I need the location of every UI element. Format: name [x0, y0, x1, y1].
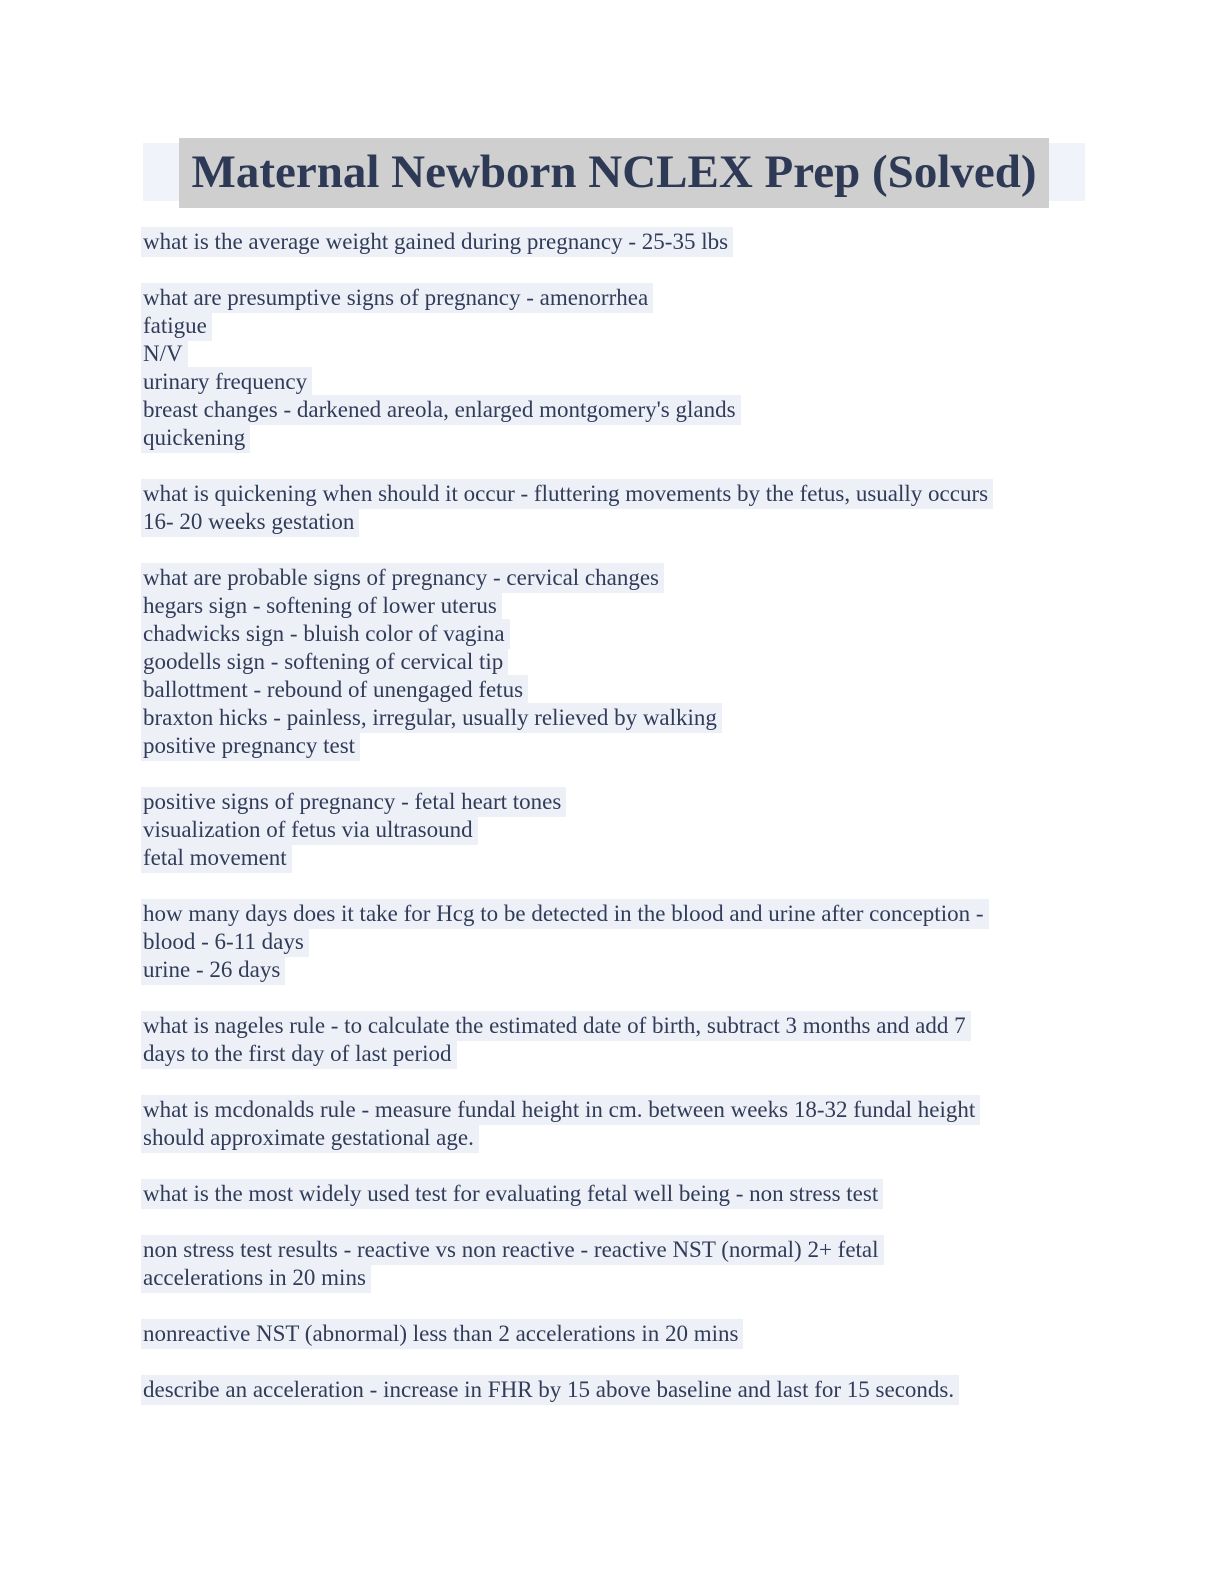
highlighted-text: quickening: [141, 423, 250, 453]
text-line: [143, 676, 1085, 704]
text-line: [143, 396, 1085, 424]
text-line: [143, 648, 1085, 676]
highlighted-text: what is the average weight gained during pregnancy - 25-35 lbs: [141, 227, 733, 257]
highlighted-text: ballottment - rebound of unengaged fetus: [141, 675, 528, 705]
text-line: [143, 592, 1085, 620]
text-line: [143, 368, 1085, 396]
paragraph: [143, 1320, 1085, 1348]
highlighted-text: what are presumptive signs of pregnancy - amenorrhea: [141, 283, 653, 313]
text-line: [143, 480, 1085, 508]
highlighted-text: blood - 6-11 days: [141, 927, 309, 957]
text-line: [143, 1320, 1085, 1348]
text-line: [143, 228, 1085, 256]
text-line: [143, 424, 1085, 452]
text-line: [143, 312, 1085, 340]
text-line: [143, 1180, 1085, 1208]
highlighted-text: hegars sign - softening of lower uterus: [141, 591, 502, 621]
highlighted-text: describe an acceleration - increase in FHR by 15 above baseline and last for 15 seconds.: [141, 1375, 959, 1405]
text-line: [143, 900, 1085, 928]
highlighted-text: should approximate gestational age.: [141, 1123, 479, 1153]
text-line: [143, 340, 1085, 368]
highlighted-text: visualization of fetus via ultrasound: [141, 815, 478, 845]
text-line: [143, 844, 1085, 872]
text-line: [143, 1096, 1085, 1124]
highlighted-text: breast changes - darkened areola, enlarged montgomery's glands: [141, 395, 741, 425]
title-band: [143, 143, 1085, 201]
highlighted-text: accelerations in 20 mins: [141, 1263, 371, 1293]
highlighted-text: positive signs of pregnancy - fetal heart tones: [141, 787, 566, 817]
paragraph: [143, 900, 1085, 984]
text-line: [143, 704, 1085, 732]
highlighted-text: braxton hicks - painless, irregular, usually relieved by walking: [141, 703, 722, 733]
highlighted-text: what is the most widely used test for evaluating fetal well being - non stress test: [141, 1179, 883, 1209]
highlighted-text: non stress test results - reactive vs non reactive - reactive NST (normal) 2+ fetal: [141, 1235, 884, 1265]
text-line: [143, 1264, 1085, 1292]
highlighted-text: 16- 20 weeks gestation: [141, 507, 359, 537]
text-line: [143, 956, 1085, 984]
text-line: [143, 816, 1085, 844]
text-line: [143, 788, 1085, 816]
highlighted-text: how many days does it take for Hcg to be detected in the blood and urine after conception -: [141, 899, 989, 929]
highlighted-text: urinary frequency: [141, 367, 312, 397]
highlighted-text: chadwicks sign - bluish color of vagina: [141, 619, 510, 649]
highlighted-text: days to the first day of last period: [141, 1039, 457, 1069]
highlighted-text: what is mcdonalds rule - measure fundal height in cm. between weeks 18-32 fundal height: [141, 1095, 980, 1125]
text-line: [143, 1124, 1085, 1152]
highlighted-text: positive pregnancy test: [141, 731, 360, 761]
paragraph: [143, 284, 1085, 452]
paragraph: [143, 788, 1085, 872]
text-line: [143, 508, 1085, 536]
text-line: [143, 1012, 1085, 1040]
text-line: [143, 1040, 1085, 1068]
page-title: Maternal Newborn NCLEX Prep (Solved): [179, 138, 1048, 208]
highlighted-text: goodells sign - softening of cervical tip: [141, 647, 508, 677]
paragraph: [143, 1096, 1085, 1152]
text-line: [143, 1376, 1085, 1404]
text-line: [143, 732, 1085, 760]
text-line: [143, 1236, 1085, 1264]
highlighted-text: nonreactive NST (abnormal) less than 2 accelerations in 20 mins: [141, 1319, 743, 1349]
highlighted-text: fetal movement: [141, 843, 292, 873]
document-body: [143, 228, 1085, 1404]
text-line: [143, 928, 1085, 956]
paragraph: [143, 1376, 1085, 1404]
paragraph: [143, 228, 1085, 256]
paragraph: [143, 1236, 1085, 1292]
highlighted-text: what are probable signs of pregnancy - cervical changes: [141, 563, 664, 593]
paragraph: [143, 1180, 1085, 1208]
paragraph: [143, 1012, 1085, 1068]
highlighted-text: urine - 26 days: [141, 955, 285, 985]
paragraph: [143, 480, 1085, 536]
text-line: [143, 564, 1085, 592]
text-line: [143, 620, 1085, 648]
highlighted-text: what is nageles rule - to calculate the estimated date of birth, subtract 3 months and add 7: [141, 1011, 971, 1041]
highlighted-text: what is quickening when should it occur - fluttering movements by the fetus, usually occurs: [141, 479, 993, 509]
highlighted-text: N/V: [141, 339, 188, 369]
text-line: [143, 284, 1085, 312]
paragraph: [143, 564, 1085, 760]
highlighted-text: fatigue: [141, 311, 212, 341]
